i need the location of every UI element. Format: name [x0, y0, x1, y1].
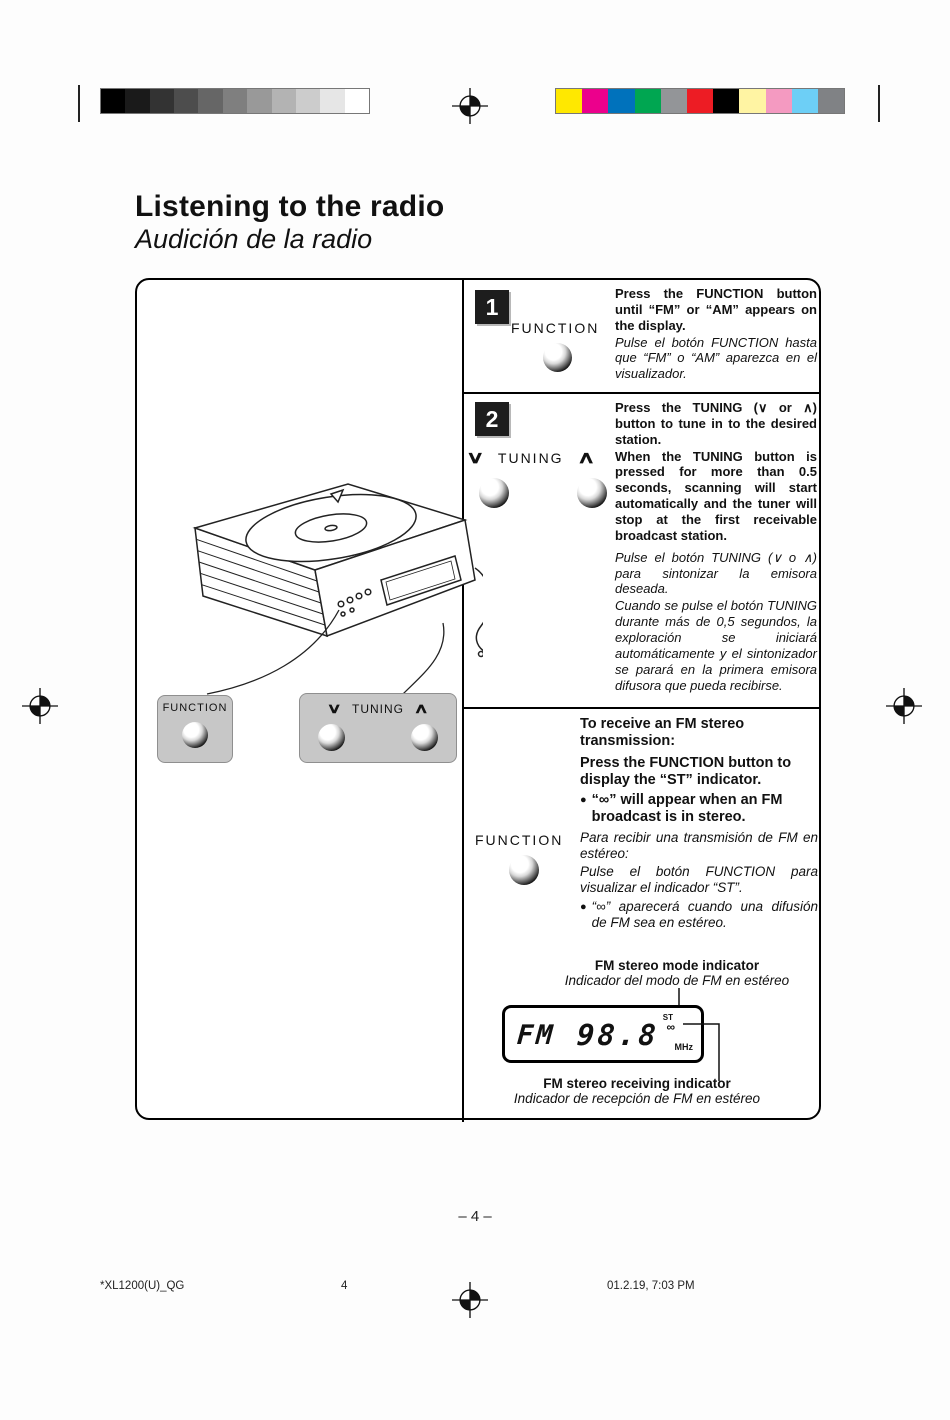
- step-2-text-en-1: Press the TUNING (∨ or ∧) button to tune in to the desired station.: [615, 400, 817, 447]
- step-2-text-es-1: Pulse el botón TUNING (∨ o ∧) para sintonizar la emisora deseada.: [615, 549, 817, 597]
- footer-doc-id: *XL1200(U)_QG: [100, 1280, 185, 1292]
- stereo-section-en: [580, 716, 818, 826]
- step-2-tuning-down-knob-icon: [479, 478, 509, 508]
- lcd-st-indicator: ST: [662, 1013, 673, 1022]
- footer-datetime: 01.2.19, 7:03 PM: [607, 1280, 695, 1292]
- crop-mark-right: [878, 85, 880, 122]
- step-2-text-es-2: Cuando se pulse el botón TUNING durante más de 0,5 segundos, la exploración se iniciará automáticamente y el sintonizador se parará en la primera emisora difusora que pueda recibirse.: [615, 598, 817, 693]
- tuning-up-icon: ∧: [413, 700, 430, 716]
- bullet-icon-es: ●: [580, 900, 587, 913]
- receiving-indicator-label-en: FM stereo receiving indicator: [543, 1076, 731, 1091]
- registration-mark-bottom: [452, 1282, 488, 1318]
- tuning-callout-label: TUNING: [352, 702, 404, 716]
- step-2-number: 2: [475, 402, 509, 436]
- stereo-function-label: FUNCTION: [475, 832, 564, 848]
- stereo-bullet-en: [580, 792, 818, 827]
- step-1-text: [615, 286, 817, 383]
- lcd-band: FM: [515, 1020, 557, 1051]
- tuning-up-knob-icon: [411, 724, 438, 751]
- step-divider-2: [464, 707, 821, 709]
- bullet-icon: ●: [580, 793, 587, 806]
- stereo-heading-2: Press the FUNCTION button to display the “ST” indicator.: [580, 754, 792, 789]
- step-divider-1: [464, 392, 821, 394]
- step-2-text-en-2: When the TUNING button is pressed for more than 0.5 seconds, scanning will start automatically and the tuner will stop at the first receivable broadcast station.: [615, 448, 817, 543]
- lcd-unit: MHz: [674, 1042, 693, 1052]
- receiving-indicator-labels: [467, 1076, 807, 1106]
- crop-mark-left: [78, 85, 80, 122]
- tuning-callout-header: [300, 700, 456, 718]
- registration-mark-left: [22, 688, 58, 724]
- page-subtitle: Audición de la radio: [135, 224, 373, 254]
- grayscale-bar: [100, 88, 370, 114]
- stereo-heading-1: To receive an FM stereo transmission:: [580, 716, 745, 750]
- stereo-bullet-en-text: “∞” will appear when an FM broadcast is in stereo.: [591, 791, 783, 825]
- step-2-tuning-up-icon: ∧: [576, 448, 596, 467]
- stereo-es-2: Pulse el botón FUNCTION para visualizar el indicador “ST”.: [580, 863, 818, 896]
- tuning-down-icon: ∨: [326, 700, 343, 716]
- tuning-down-knob-icon: [318, 724, 345, 751]
- function-callout-label: FUNCTION: [162, 702, 228, 714]
- page-title: Listening to the radio: [135, 190, 445, 223]
- step-1-text-en: Press the FUNCTION button until “FM” or “AM” appears on the display.: [615, 286, 817, 333]
- page-number: – 4 –: [458, 1208, 492, 1225]
- mode-indicator-label-en: FM stereo mode indicator: [594, 958, 760, 973]
- stereo-section-es: [580, 830, 818, 932]
- step-2-tuning-label: TUNING: [497, 450, 564, 466]
- stereo-bullet-es: [580, 899, 818, 932]
- registration-mark-top: [452, 88, 488, 124]
- step-1-function-knob-icon: [543, 343, 572, 372]
- function-callout-knob-icon: [182, 722, 208, 748]
- receiving-indicator-label-es: Indicador de recepción de FM en estéreo: [513, 1091, 761, 1106]
- step-1-number: 1: [475, 290, 509, 324]
- tuning-callout-knobs: [300, 718, 456, 751]
- lcd-stereo-icon: ∞: [666, 1020, 675, 1034]
- mode-indicator-labels: [502, 958, 852, 988]
- footer-sheet-number: 4: [341, 1280, 348, 1292]
- function-callout-panel: [157, 695, 233, 763]
- mode-indicator-label-es: Indicador del modo de FM en estéreo: [564, 973, 790, 988]
- step-1-function-label: FUNCTION: [511, 320, 600, 336]
- step-2-tuning-down-icon: ∨: [465, 448, 485, 467]
- stereo-es-1: Para recibir una transmisión de FM en estéreo:: [580, 830, 818, 862]
- step-2-tuning-up-knob-icon: [577, 478, 607, 508]
- lcd-frequency: 98.8: [575, 1018, 661, 1052]
- registration-mark-right: [886, 688, 922, 724]
- color-bar: [555, 88, 845, 114]
- step-2-tuning-header: [465, 448, 596, 468]
- step-2-text: [615, 400, 817, 694]
- stereo-function-knob-icon: [509, 855, 539, 885]
- step-1-text-es: Pulse el botón FUNCTION hasta que “FM” o “AM” aparezca en el visualizador.: [615, 334, 817, 382]
- instruction-box: [135, 278, 821, 1120]
- stereo-bullet-es-text: “∞” aparecerá cuando una difusión de FM sea en estéreo.: [591, 898, 818, 931]
- device-illustration: [143, 468, 483, 708]
- tuning-callout-panel: [299, 693, 457, 763]
